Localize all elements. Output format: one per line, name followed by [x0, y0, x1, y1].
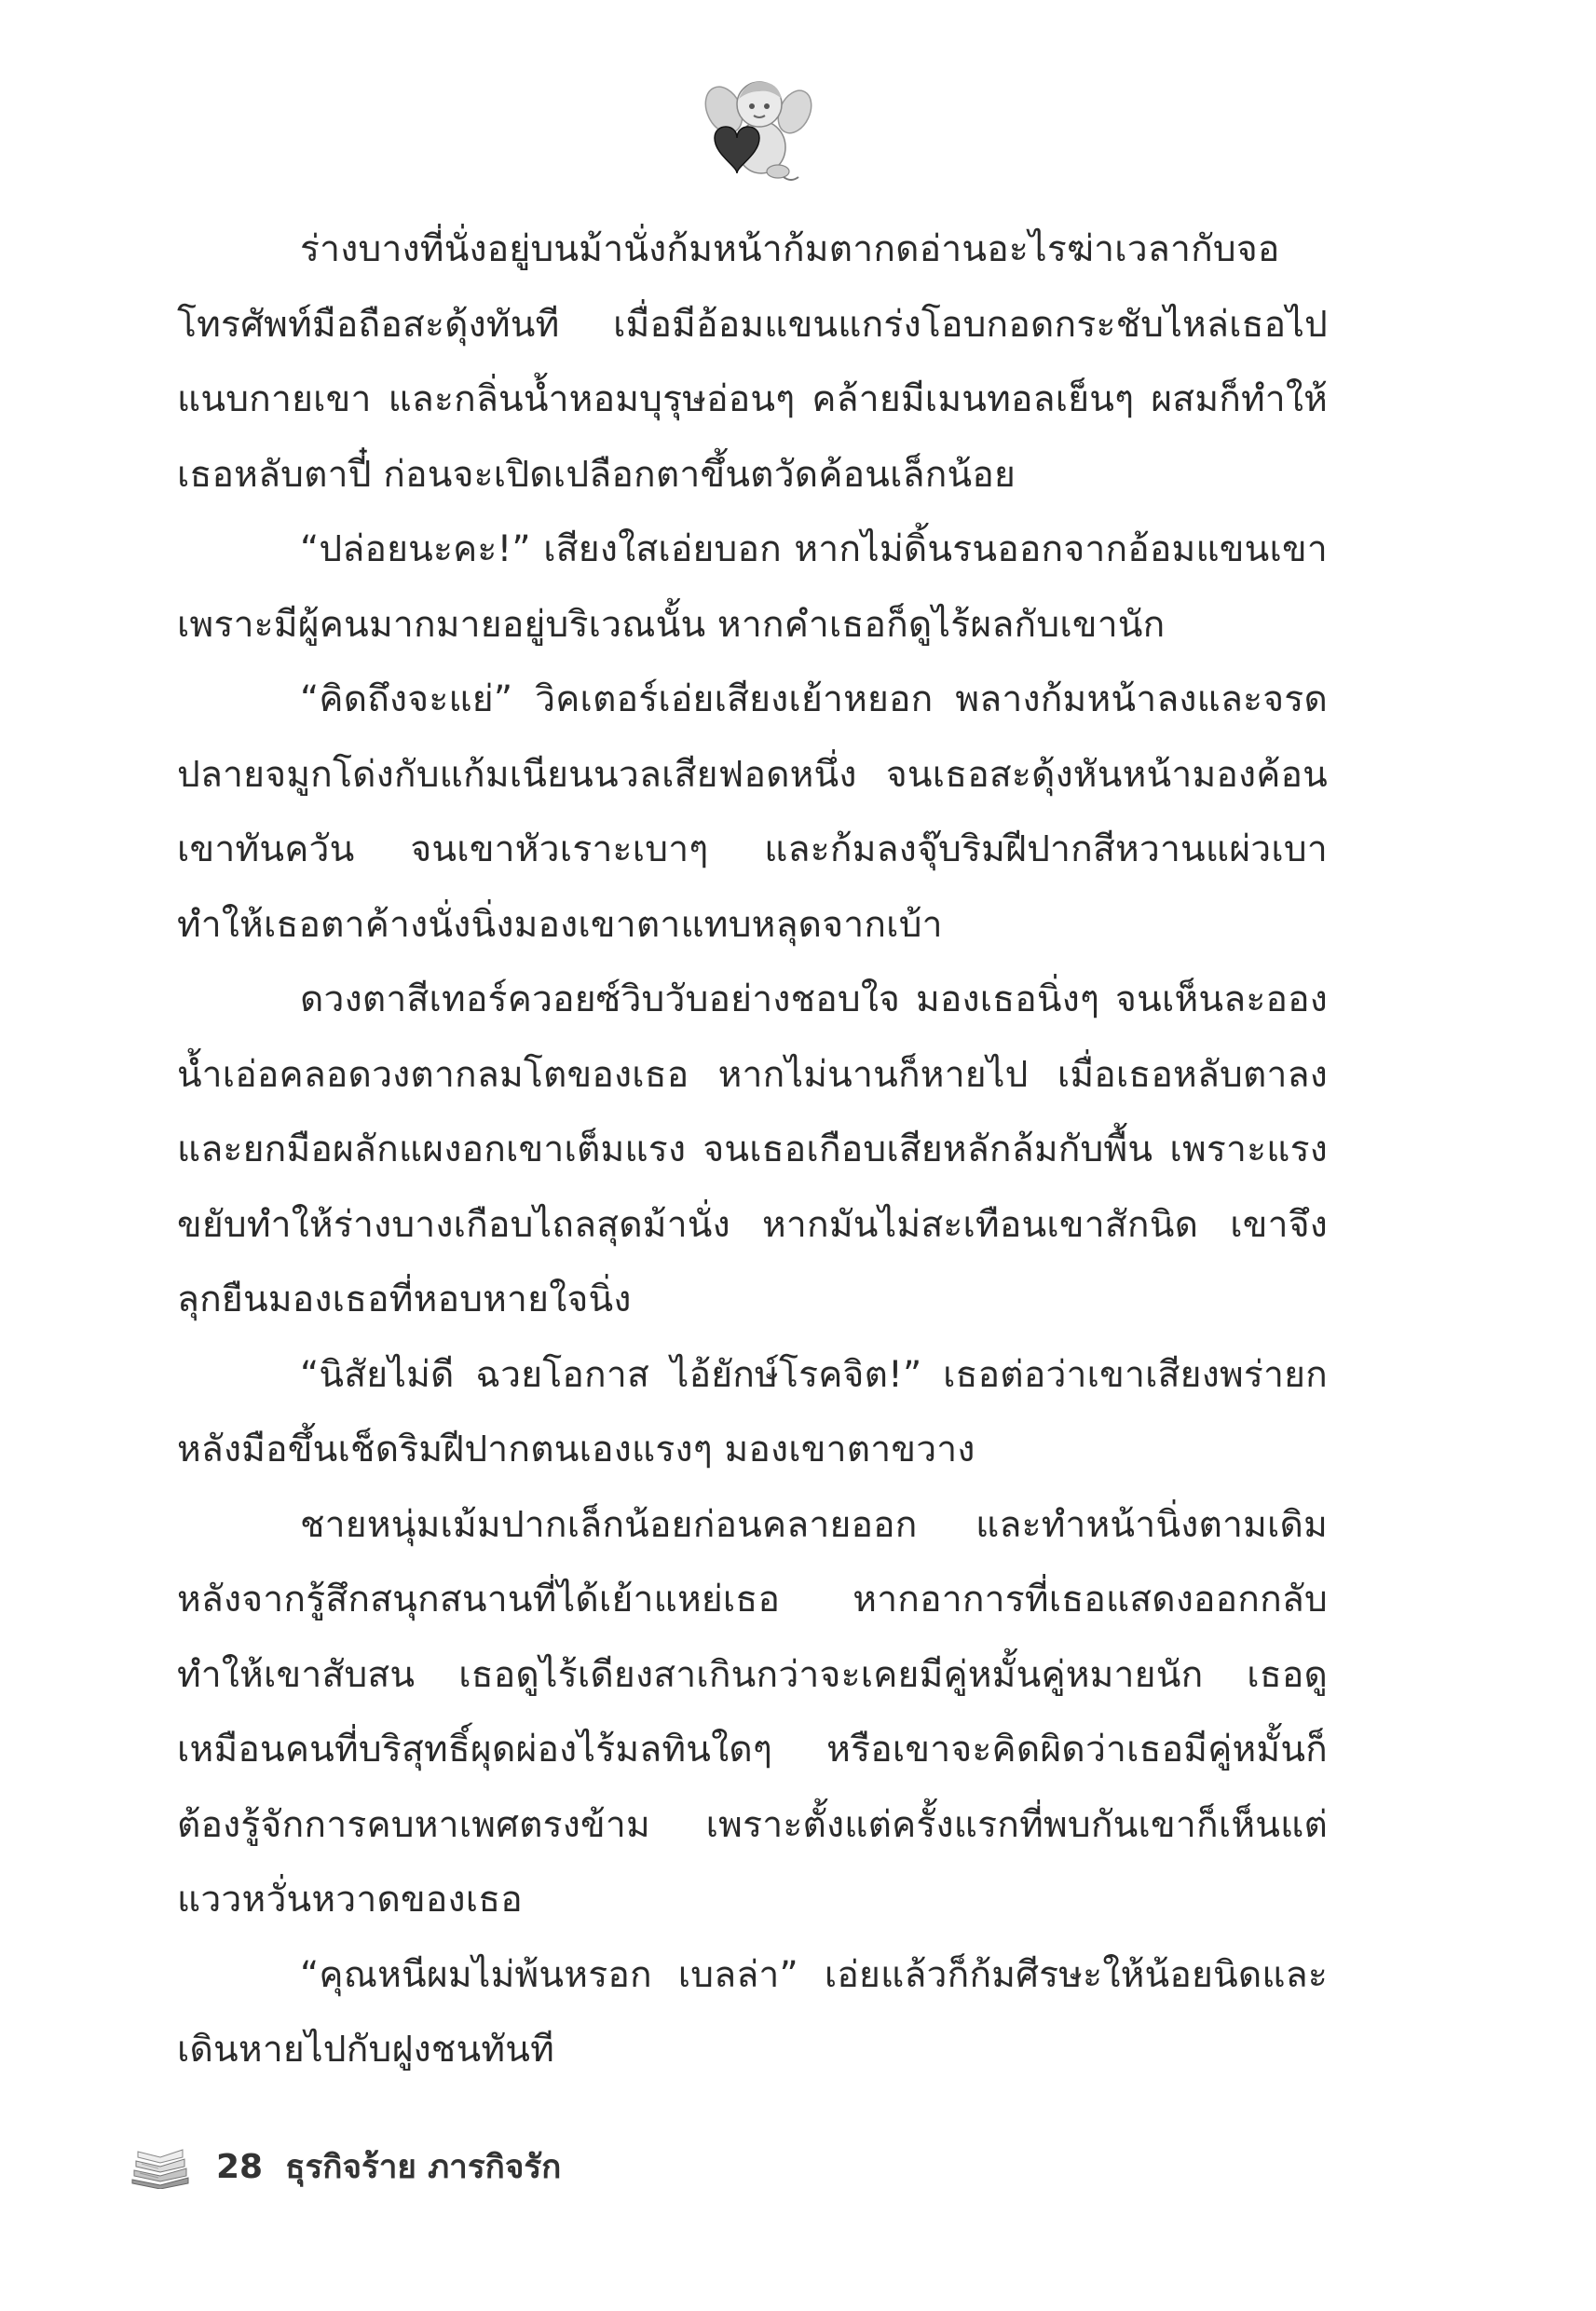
cupid-heart-icon	[703, 73, 813, 186]
paragraph: ร่างบางที่นั่งอยู่บนม้านั่งก้มหน้าก้มตากดอ่านอะไรฆ่าเวลากับจอโทรศัพท์มือถือสะดุ้งทันที เมื่อมีอ้อมแขนแกร่งโอบกอดกระชับไหล่เธอไปแนบกายเขา และกลิ่นน้ำหอมบุรุษอ่อนๆ คล้ายมีเมนทอลเย็นๆ ผสมก็ทำให้เธอหลับตาปี๋ ก่อนจะเปิดเปลือกตาขึ้นตวัดค้อนเล็กน้อย	[177, 228, 1328, 496]
paragraph: “ปล่อยนะคะ!” เสียงใสเอ่ยบอก หากไม่ดิ้นรนออกจากอ้อมแขนเขา เพราะมีผู้คนมากมายอยู่บริเวณนั้น หากคำเธอก็ดูไร้ผลกับเขานัก	[177, 528, 1328, 646]
page-number: 28	[216, 2147, 264, 2186]
page-footer	[129, 2140, 561, 2194]
paragraph: “คุณหนีผมไม่พ้นหรอก เบลล่า” เอ่ยแล้วก็ก้มศีรษะให้น้อยนิดและเดินหายไปกับฝูงชนทันที	[177, 1953, 1328, 2071]
book-title: ธุรกิจร้าย ภารกิจรัก	[285, 2148, 562, 2186]
stacked-books-icon	[129, 2144, 192, 2189]
paragraph: ดวงตาสีเทอร์ควอยซ์วิบวับอย่างชอบใจ มองเธอนิ่งๆ จนเห็นละอองน้ำเอ่อคลอดวงตากลมโตของเธอ หากไม่นานก็หายไป เมื่อเธอหลับตาลงและยกมือผลักแผงอกเขาเต็มแรง จนเธอเกือบเสียหลักล้มกับพื้น เพราะแรงขยับทำให้ร่างบางเกือบไถลสุดม้านั่ง หากมันไม่สะเทือนเขาสักนิด เขาจึงลุกยืนมองเธอที่หอบหายใจนิ่ง	[177, 978, 1328, 1320]
paragraph: “นิสัยไม่ดี ฉวยโอกาส ไอ้ยักษ์โรคจิต!” เธอต่อว่าเขาเสียงพร่ายกหลังมือขึ้นเช็ดริมฝีปากตนเองแรงๆ มองเขาตาขวาง	[177, 1353, 1328, 1470]
paragraph: “คิดถึงจะแย่” วิคเตอร์เอ่ยเสียงเย้าหยอก พลางก้มหน้าลงและจรดปลายจมูกโด่งกับแก้มเนียนนวลเสียฟอดหนึ่ง จนเธอสะดุ้งหันหน้ามองค้อนเขาทันควัน จนเขาหัวเราะเบาๆ และก้มลงจุ๊บริมฝีปากสีหวานแผ่วเบา ทำให้เธอตาค้างนั่งนิ่งมองเขาตาแทบหลุดจากเบ้า	[177, 678, 1328, 946]
paragraph: ชายหนุ่มเม้มปากเล็กน้อยก่อนคลายออก และทำหน้านิ่งตามเดิมหลังจากรู้สึกสนุกสนานที่ได้เย้าแหย่เธอ หากอาการที่เธอแสดงออกกลับทำให้เขาสับสน เธอดูไร้เดียงสาเกินกว่าจะเคยมีคู่หมั้นคู่หมายนัก เธอดูเหมือนคนที่บริสุทธิ์ผุดผ่องไร้มลทินใดๆ หรือเขาจะคิดผิดว่าเธอมีคู่หมั้นก็ต้องรู้จักการคบหาเพศตรงข้าม เพราะตั้งแต่ครั้งแรกที่พบกันเขาก็เห็นแต่แววหวั่นหวาดของเธอ	[177, 1503, 1328, 1921]
body-text	[177, 212, 1328, 2088]
